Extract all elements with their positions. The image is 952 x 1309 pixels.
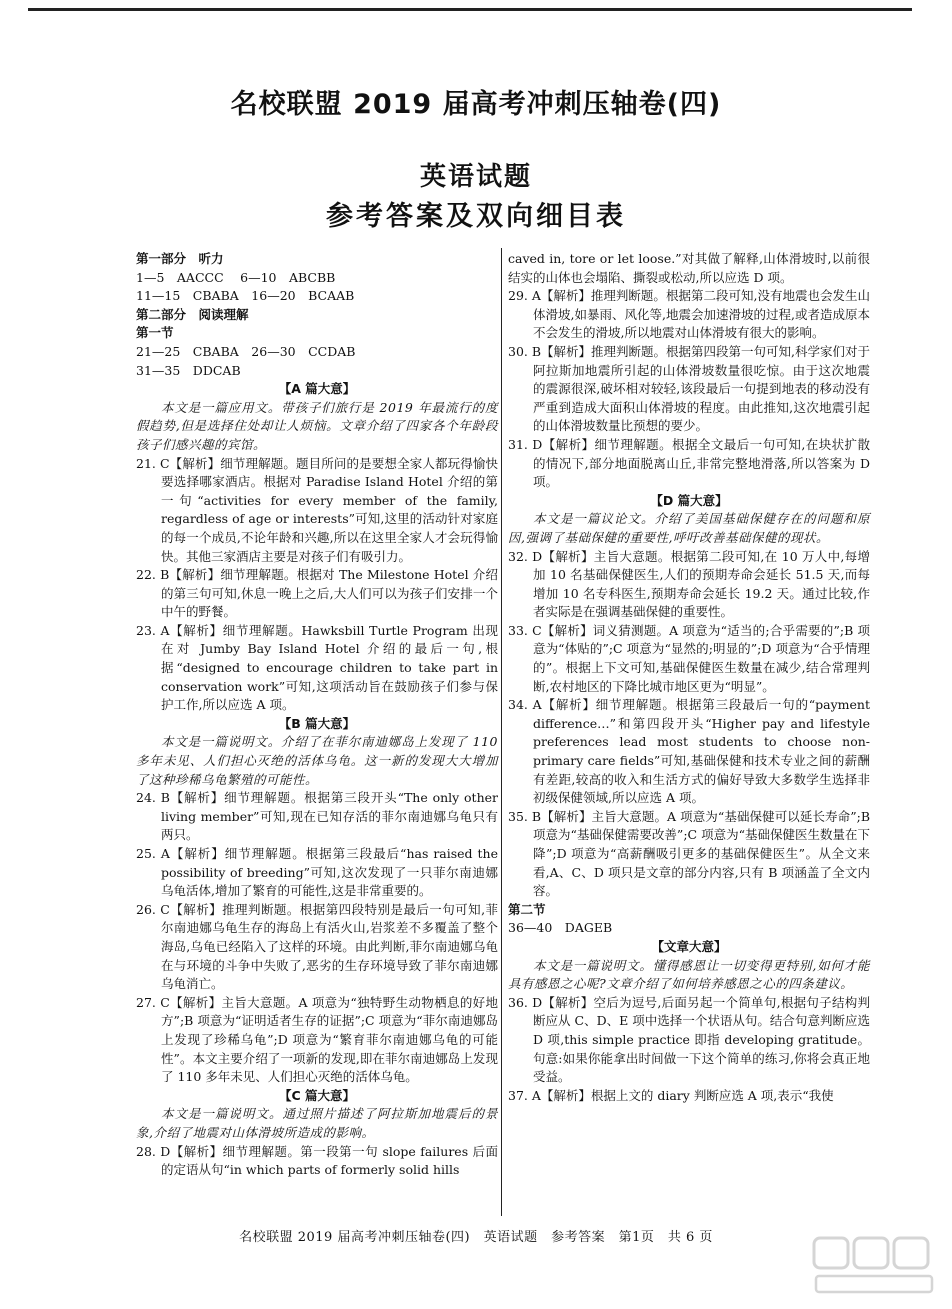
answer-explanation: 25. A【解析】细节理解题。根据第三段最后“has raised the possibility of breeding”可知,这次发现了一只菲尔南迪娜乌龟活体,增加了繁育的可能性,这是非常重要的。 xyxy=(136,846,498,899)
answer-explanation: 37. A【解析】根据上文的 diary 判断应选 A 项,表示“我使 xyxy=(508,1087,834,1103)
answer-explanation: 22. B【解析】细节理解题。根据对 The Milestone Hotel 介绍的第三句可知,休息一晚上之后,大人们可以为孩子们安排一个中午的野餐。 xyxy=(136,567,498,620)
passage-heading: 【A 篇大意】 xyxy=(278,381,356,397)
passage-summary: 本文是一篇议论文。介绍了美国基础保健存在的问题和原因,强调了基础保健的重要性,呼吁改善基础保健的现状。 xyxy=(508,511,870,545)
right-column xyxy=(508,250,870,1105)
answer-explanation: 31. D【解析】细节理解题。根据全文最后一句可知,在块状扩散的情况下,部分地面脱离山丘,非常完整地滑落,所以答案为 D 项。 xyxy=(508,436,870,490)
passage-heading: 【文章大意】 xyxy=(651,938,727,954)
section-heading: 第二节 xyxy=(508,901,546,917)
passage-summary: 本文是一篇说明文。懂得感恩让一切变得更特别,如何才能具有感恩之心呢?文章介绍了如何培养感恩之心的四条建议。 xyxy=(508,957,870,992)
page-footer: 名校联盟 2019 届高考冲刺压轴卷(四) 英语试题 参考答案 第1页 共 6 页 xyxy=(239,1230,713,1245)
answer-explanation: 34. A【解析】细节理解题。根据第三段最后一句的“payment difference…”和第四段开头“Higher pay and lifestyle preferences lead most students to choose non-primary care fields”可知,基础保健和技术专业之间的薪酬有差距,较高的收入和生活方式的偏好导致大多数学生选择非初级保健领域,所以应选 A 项。 xyxy=(508,697,870,806)
answer-explanation: 29. A【解析】推理判断题。根据第二段可知,没有地震也会发生山体滑坡,如暴雨、风化等,地震会加速滑坡的过程,或者造成原本不会发生的滑坡,所以地震对山体滑坡有很大的影响。 xyxy=(508,288,870,341)
passage-heading: 【D 篇大意】 xyxy=(650,492,728,508)
answer-key-line: 36—40 DAGEB xyxy=(508,920,613,936)
section-heading: 第二部分 阅读理解 xyxy=(136,306,249,322)
passage-summary: 本文是一篇应用文。带孩子们旅行是 2019 年最流行的度假趋势,但是选择住处却让人烦恼。文章介绍了四家各个年龄段孩子们感兴趣的宾馆。 xyxy=(136,399,498,452)
section-heading: 第一节 xyxy=(136,325,174,341)
answer-explanation: 24. B【解析】细节理解题。根据第三段开头“The only other living member”可知,现在已知存活的菲尔南迪娜乌龟只有两只。 xyxy=(136,790,498,843)
answer-explanation: 36. D【解析】空后为逗号,后面另起一个简单句,根据句子结构判断应从 C、D、E 项中选择一个状语从句。结合句意判断应选 D 项,this simple practice 即指 developing gratitude。句意:如果你能拿出时间做一下这个简单的练习,你将会真正地受益。 xyxy=(508,994,870,1085)
answer-key-line: 11—15 CBABA 16—20 BCAAB xyxy=(136,288,355,304)
answer-key-line: 21—25 CBABA 26—30 CCDAB xyxy=(136,343,356,359)
column-divider xyxy=(501,248,502,1216)
passage-heading: 【B 篇大意】 xyxy=(278,715,356,731)
answer-explanation: 28. D【解析】细节理解题。第一段第一句 slope failures 后面的定语从句“in which parts of formerly solid hills xyxy=(136,1143,498,1178)
watermark-icon xyxy=(810,1232,938,1298)
answer-explanation: 27. C【解析】主旨大意题。A 项意为“独特野生动物栖息的好地方”;B 项意为“证明适者生存的证据”;C 项意为“菲尔南迪娜岛上发现了珍稀乌龟”;D 项意为“繁育菲尔南迪娜乌龟的可能性”。本文主要介绍了一项新的发现,即在菲尔南迪娜岛上发现了 110 多年未见、人们担心灭绝的活体乌龟。 xyxy=(136,994,498,1085)
section-heading: 第一部分 听力 xyxy=(136,251,224,266)
page-subtitle-2: 参考答案及双向细目表 xyxy=(326,201,626,232)
answer-explanation: 26. C【解析】推理判断题。根据第四段特别是最后一句可知,菲尔南迪娜乌龟生存的海岛上有活火山,岩浆差不多覆盖了整个海岛,乌龟已经陷入了这样的环境。由此判断,菲尔南迪娜乌龟在与环境的斗争中失败了,恶劣的生存环境导致了菲尔南迪娜乌龟消亡。 xyxy=(136,901,498,992)
left-column xyxy=(136,250,498,1180)
answer-explanation: 30. B【解析】推理判断题。根据第四段第一句可知,科学家们对于阿拉斯加地震所引起的山体滑坡数量很吃惊。由于这次地震的震源很深,破坏相对较轻,该段最后一句提到地表的移动没有严重到造成大面积山体滑坡的程度。由此推知,这次地震引起的山体滑坡数量比预想的要少。 xyxy=(508,343,871,434)
answer-explanation: 21. C【解析】细节理解题。题目所问的是要想全家人都玩得愉快要选择哪家酒店。根据对 Paradise Island Hotel 介绍的第一句“activities for every member of the family, regardless of age or interests”可知,这里的活动针对家庭的每一个成员,不论年龄和兴趣,所以在这里全家人才会玩得愉快。其他三家酒店主要是对孩子们有吸引力。 xyxy=(136,455,498,564)
page-title: 名校联盟 2019 届高考冲刺压轴卷(四) xyxy=(230,89,722,120)
answer-explanation: 33. C【解析】词义猜测题。A 项意为“适当的;合乎需要的”;B 项意为“体贴的”;C 项意为“显然的;明显的”;D 项意为“合乎情理的”。根据上下文可知,基础保健医生数量在减少,结合常理判断,农村地区的下降比城市地区更为“明显”。 xyxy=(508,622,870,694)
watermark-logo xyxy=(810,1232,938,1298)
answer-explanation: 23. A【解析】细节理解题。Hawksbill Turtle Program 出现在对 Jumby Bay Island Hotel 介绍的最后一句,根据“designed to encourage children to take part in conservation work”可知,这项活动旨在鼓励孩子们参与保护工作,所以应选 A 项。 xyxy=(136,622,498,713)
answer-explanation: 32. D【解析】主旨大意题。根据第二段可知,在 10 万人中,每增加 10 名基础保健医生,人们的预期寿命会延长 51.5 天,而每增加 10 名专科医生,预期寿命会延长 19.2 天。通过比较,作者实际是在强调基础保健的重要性。 xyxy=(508,548,870,620)
passage-heading: 【C 篇大意】 xyxy=(278,1087,356,1103)
answer-explanation: 35. B【解析】主旨大意题。A 项意为“基础保健可以延长寿命”;B 项意为“基础保健需要改善”;C 项意为“基础保健医生数量在下降”;D 项意为“高薪酬吸引更多的基础保健医生”。从全文来看,A、C、D 项只是文章的部分内容,只有 B 项涵盖了全文内容。 xyxy=(508,808,870,899)
passage-summary: 本文是一篇说明文。通过照片描述了阿拉斯加地震后的景象,介绍了地震对山体滑坡所造成的影响。 xyxy=(136,1106,498,1140)
answer-key-line: 31—35 DDCAB xyxy=(136,362,241,378)
page-subtitle: 英语试题 xyxy=(419,162,532,192)
answer-explanation: caved in, tore or let loose.”对其做了解释,山体滑坡时,以前很结实的山体也会塌陷、撕裂或松动,所以应选 D 项。 xyxy=(508,251,870,285)
top-rule xyxy=(28,8,912,11)
answer-key-line: 1—5 AACCC 6—10 ABCBB xyxy=(136,269,336,285)
passage-summary: 本文是一篇说明文。介绍了在菲尔南迪娜岛上发现了 110 多年未见、人们担心灭绝的活体乌龟。这一新的发现大大增加了这种珍稀乌龟繁殖的可能性。 xyxy=(136,734,498,787)
